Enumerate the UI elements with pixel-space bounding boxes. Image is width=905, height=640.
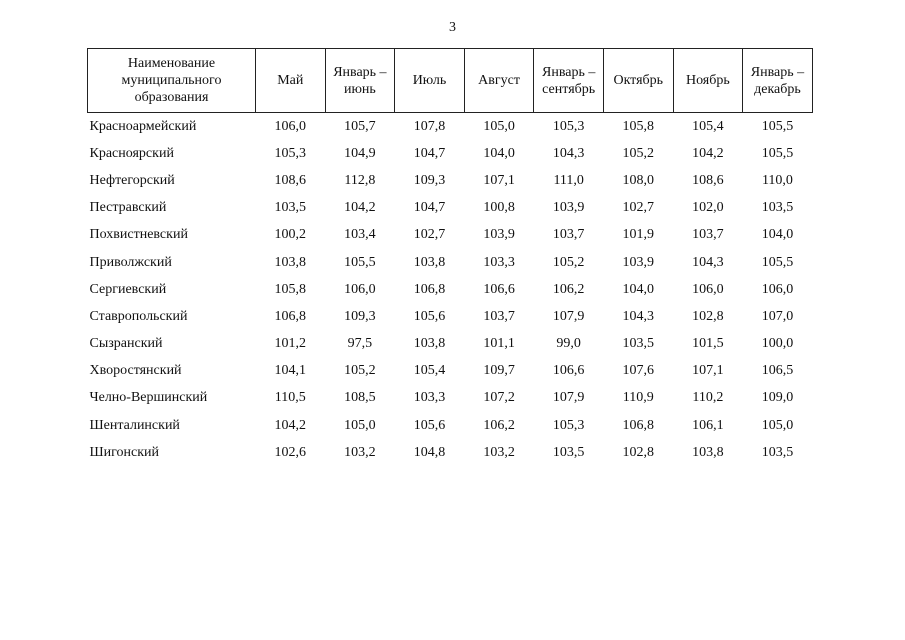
index-value: 104,3	[692, 254, 724, 270]
table-row	[88, 195, 813, 222]
index-value: 105,8	[274, 281, 307, 297]
municipality-name: Похвистневский	[89, 227, 188, 243]
index-value: 101,1	[483, 336, 515, 352]
header-line: образования	[134, 90, 209, 105]
index-value: 102,6	[274, 444, 307, 460]
index-value: 105,3	[552, 118, 585, 134]
index-value: 105,2	[552, 254, 585, 270]
municipality-name: Ставропольский	[89, 308, 188, 324]
index-value: 104,2	[274, 417, 307, 433]
header-row	[88, 49, 813, 113]
index-value: 108,6	[692, 172, 724, 188]
municipality-name: Челно-Вершинский	[89, 390, 208, 406]
index-value: 105,0	[761, 417, 794, 433]
index-value: 110,0	[761, 172, 793, 188]
header-line: Наименование	[127, 56, 216, 71]
index-value: 106,0	[761, 281, 794, 297]
index-value: 107,8	[413, 118, 446, 134]
index-value: 107,6	[622, 363, 655, 379]
index-value: 104,3	[552, 145, 585, 161]
header-line: Январь –	[333, 64, 387, 80]
index-value: 103,2	[344, 444, 376, 460]
index-value: 111,0	[553, 172, 584, 188]
table-row	[88, 412, 813, 439]
table-row	[88, 113, 813, 141]
index-value: 103,8	[413, 336, 446, 352]
index-value: 105,5	[761, 254, 794, 270]
index-value: 105,0	[483, 118, 515, 134]
header-line: Август	[478, 73, 520, 88]
index-value: 107,0	[761, 308, 794, 324]
table-row	[88, 303, 813, 330]
index-value: 107,1	[692, 363, 724, 379]
index-value: 105,8	[622, 118, 655, 134]
index-value: 100,2	[274, 227, 307, 243]
index-value: 105,3	[274, 145, 307, 161]
table-row	[88, 276, 813, 303]
index-value: 112,8	[344, 172, 376, 188]
index-value: 101,2	[274, 336, 307, 352]
municipality-name: Красноармейский	[89, 118, 197, 134]
index-value: 105,2	[622, 145, 655, 161]
index-value: 105,3	[552, 417, 585, 433]
index-value: 103,5	[761, 444, 794, 460]
column-header-jan-jun	[325, 49, 395, 113]
index-value: 105,6	[413, 308, 446, 324]
header-line: Май	[277, 73, 304, 88]
column-header-november	[673, 49, 743, 113]
index-value: 107,9	[552, 390, 585, 406]
index-value: 109,3	[413, 172, 446, 188]
municipality-name: Нефтегорский	[89, 172, 175, 188]
municipality-name: Приволжский	[89, 254, 172, 270]
index-value: 104,2	[344, 200, 376, 216]
index-value: 107,2	[483, 390, 515, 406]
index-value: 103,4	[344, 227, 376, 243]
index-value: 100,0	[761, 336, 794, 352]
index-value: 105,4	[692, 118, 724, 134]
index-value: 102,8	[692, 308, 724, 324]
index-value: 103,2	[483, 444, 515, 460]
index-value: 102,7	[413, 227, 446, 243]
index-value: 107,1	[483, 172, 515, 188]
index-value: 103,8	[413, 254, 446, 270]
index-value: 103,9	[622, 254, 655, 270]
header-line: сентябрь	[542, 81, 596, 97]
header-line: Ноябрь	[685, 73, 730, 88]
index-value: 108,0	[622, 172, 655, 188]
index-value: 107,9	[552, 308, 585, 324]
index-value: 103,5	[274, 200, 307, 216]
column-header-july	[395, 49, 465, 113]
index-value: 97,5	[347, 336, 373, 352]
index-value: 103,9	[483, 227, 515, 243]
index-value: 104,9	[344, 145, 376, 161]
index-value: 105,5	[761, 118, 794, 134]
index-value: 108,6	[274, 172, 307, 188]
municipal-index-table	[87, 48, 813, 466]
index-value: 106,6	[483, 281, 515, 297]
header-line: Июль	[412, 73, 447, 88]
index-value: 106,8	[274, 308, 307, 324]
index-value: 103,5	[552, 444, 585, 460]
index-value: 105,0	[344, 417, 376, 433]
index-value: 104,8	[413, 444, 446, 460]
index-value: 106,0	[274, 118, 307, 134]
index-value: 104,0	[761, 227, 794, 243]
index-value: 106,8	[622, 417, 655, 433]
municipality-name: Хворостянский	[89, 363, 182, 379]
index-value: 110,5	[274, 390, 306, 406]
index-value: 104,7	[413, 200, 446, 216]
index-value: 100,8	[483, 200, 515, 216]
index-value: 108,5	[344, 390, 376, 406]
municipality-name: Красноярский	[89, 145, 174, 161]
index-value: 109,0	[761, 390, 794, 406]
index-value: 105,7	[344, 118, 376, 134]
index-value: 105,6	[413, 417, 446, 433]
index-value: 105,5	[761, 145, 794, 161]
index-value: 106,2	[552, 281, 585, 297]
index-value: 110,9	[622, 390, 654, 406]
table-row	[88, 140, 813, 167]
index-value: 104,1	[274, 363, 307, 379]
index-value: 103,3	[413, 390, 446, 406]
table-row	[88, 385, 813, 412]
header-line: декабрь	[754, 81, 801, 97]
index-value: 104,0	[483, 145, 515, 161]
index-value: 105,5	[344, 254, 376, 270]
page-number: 3	[449, 20, 456, 35]
table-row	[88, 331, 813, 358]
column-header-municipality	[88, 49, 256, 113]
column-header-may	[256, 49, 326, 113]
municipality-name: Сызранский	[89, 336, 163, 352]
index-value: 103,9	[552, 200, 585, 216]
header-line: Январь –	[750, 64, 805, 80]
column-header-august	[464, 49, 534, 113]
header-line: Январь –	[541, 64, 596, 80]
index-value: 102,8	[622, 444, 655, 460]
municipality-name: Шигонский	[89, 444, 160, 460]
index-value: 103,5	[761, 200, 794, 216]
table-row	[88, 358, 813, 385]
index-value: 109,7	[483, 363, 515, 379]
column-header-jan-sep	[534, 49, 604, 113]
index-value: 106,5	[761, 363, 794, 379]
header-line: июнь	[343, 81, 376, 97]
index-value: 103,8	[692, 444, 724, 460]
table-row	[88, 222, 813, 249]
index-value: 102,0	[692, 200, 724, 216]
municipality-name: Сергиевский	[89, 281, 167, 297]
header-line: муниципального	[121, 73, 222, 88]
index-value: 103,7	[552, 227, 585, 243]
municipality-name: Шенталинский	[89, 417, 180, 433]
column-header-jan-dec	[743, 49, 813, 113]
index-value: 99,0	[556, 336, 581, 352]
index-value: 104,0	[622, 281, 655, 297]
index-value: 103,7	[483, 308, 515, 324]
index-value: 106,1	[692, 417, 724, 433]
index-value: 103,8	[274, 254, 307, 270]
column-header-october	[603, 49, 673, 113]
index-value: 103,5	[622, 336, 655, 352]
index-value: 106,2	[483, 417, 515, 433]
index-value: 102,7	[622, 200, 655, 216]
table-row	[88, 439, 813, 466]
municipality-name: Пестравский	[89, 200, 167, 216]
index-value: 109,3	[344, 308, 376, 324]
index-value: 104,2	[692, 145, 724, 161]
index-value: 104,7	[413, 145, 446, 161]
index-value: 105,4	[413, 363, 446, 379]
index-value: 106,0	[344, 281, 376, 297]
index-value: 105,2	[344, 363, 376, 379]
index-value: 106,0	[692, 281, 724, 297]
header-line: Октябрь	[613, 73, 664, 88]
index-value: 101,5	[692, 336, 724, 352]
table-row	[88, 249, 813, 276]
index-value: 110,2	[692, 390, 724, 406]
index-value: 103,7	[692, 227, 724, 243]
index-value: 106,6	[552, 363, 585, 379]
index-value: 101,9	[622, 227, 655, 243]
table-body	[88, 113, 813, 467]
index-value: 103,3	[483, 254, 515, 270]
table-row	[88, 167, 813, 194]
index-value: 106,8	[413, 281, 446, 297]
index-value: 104,3	[622, 308, 655, 324]
